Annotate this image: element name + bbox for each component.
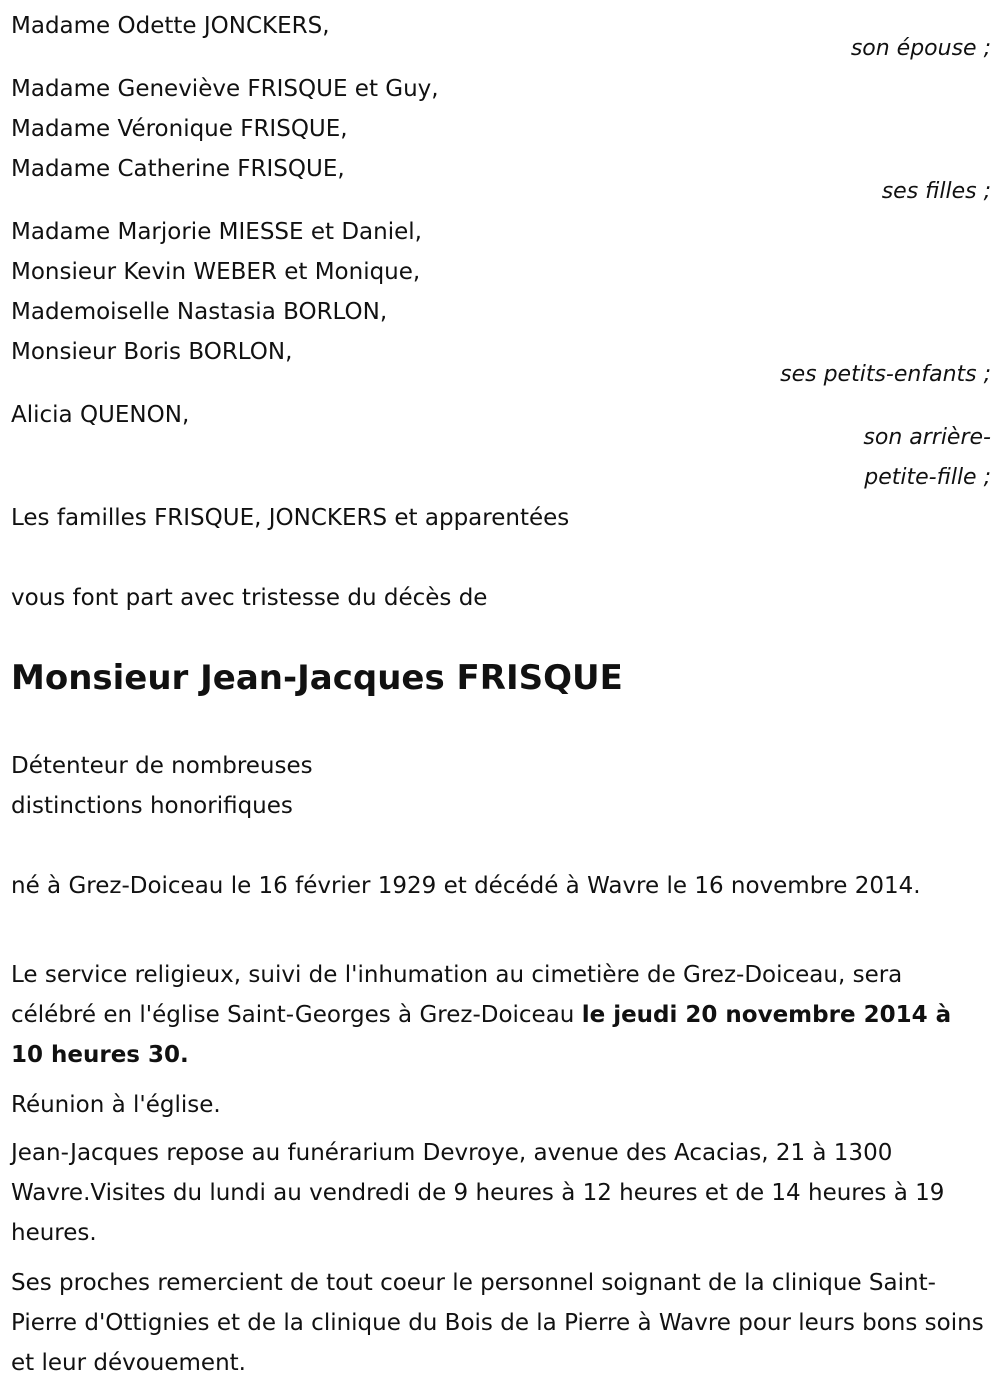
birth-death-paragraph: né à Grez-Doiceau le 16 février 1929 et décédé à Wavre le 16 novembre 2014. [11,873,921,899]
daughter-name: Madame Véronique FRISQUE, [11,116,348,142]
announcement-line: vous font part avec tristesse du décès de [11,585,488,611]
obituary-notice [11,0,991,1398]
grandchild-name: Monsieur Boris BORLON, [11,339,293,365]
repose-paragraph: Jean-Jacques repose au funérarium Devroye, avenue des Acacias, 21 à 1300 Wavre.Visites du lundi au vendredi de 9 heures à 12 heures et de 14 heures à 19 heures. [11,1140,945,1246]
thanks-paragraph: Ses proches remercient de tout coeur le personnel soignant de la clinique Saint-Pierre d'Ottignies et de la clinique du Bois de la Pierre à Wavre pour leurs bons soins et leur dévouement. [11,1270,984,1376]
deceased-name: Monsieur Jean-Jacques FRISQUE [11,658,623,698]
grandchild-name: Monsieur Kevin WEBER et Monique, [11,259,421,285]
distinction-line: distinctions honorifiques [11,793,293,819]
meeting-paragraph: Réunion à l'église. [11,1092,221,1118]
daughter-name: Madame Catherine FRISQUE, [11,156,345,182]
families-line: Les familles FRISQUE, JONCKERS et apparentées [11,505,570,531]
service-paragraph [11,955,986,1075]
distinction-line: Détenteur de nombreuses [11,753,313,779]
grandchildren-role: ses petits-enfants ; [780,362,991,387]
great-grandchild-role: petite-fille ; [864,465,991,490]
daughter-name: Madame Geneviève FRISQUE et Guy, [11,76,439,102]
service-date: le jeudi 20 novembre 2014 à 10 heures 30. [11,1002,952,1068]
great-grandchild-role: son arrière- [863,425,991,450]
grandchild-name: Madame Marjorie MIESSE et Daniel, [11,219,422,245]
grandchild-name: Mademoiselle Nastasia BORLON, [11,299,388,325]
spouse-role: son épouse ; [850,36,991,61]
daughters-role: ses filles ; [881,179,991,204]
great-grandchild-name: Alicia QUENON, [11,402,190,428]
spouse-name: Madame Odette JONCKERS, [11,13,330,39]
service-text: Le service religieux, suivi de l'inhumation au cimetière de Grez-Doiceau, sera célébré en l'église Saint-Georges à Grez-Doiceau [11,962,903,1028]
